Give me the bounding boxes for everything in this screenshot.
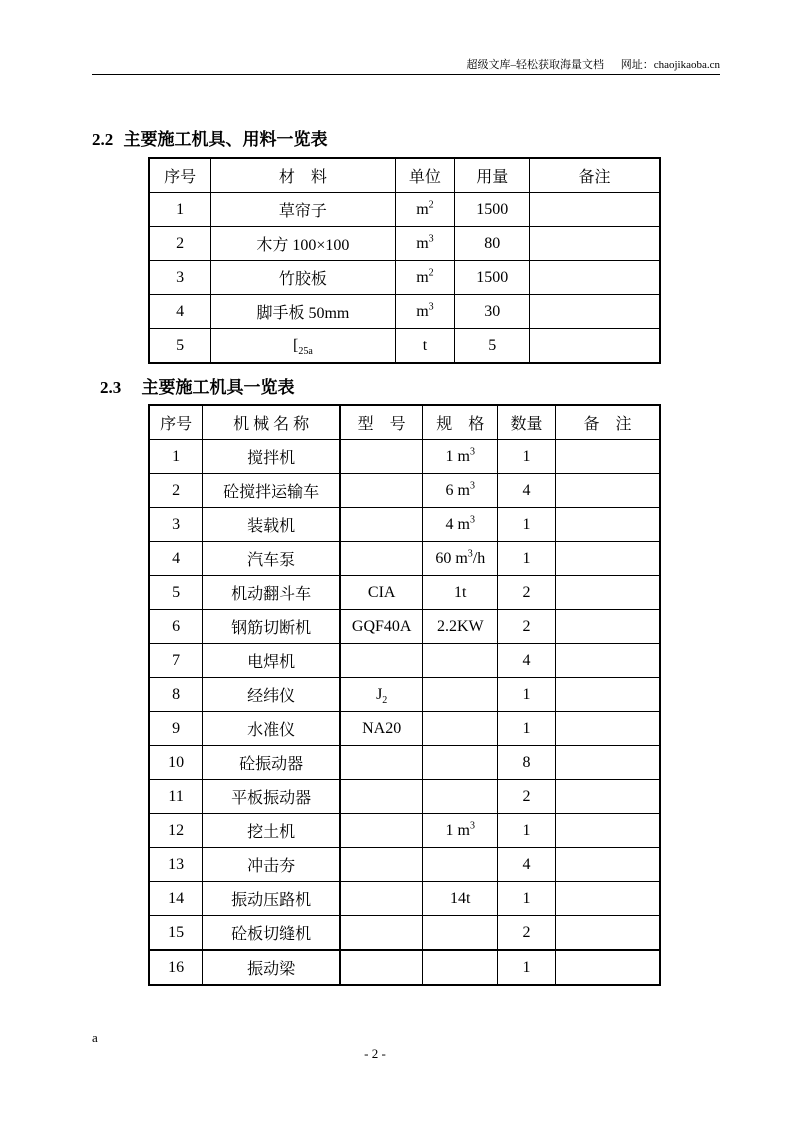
- cell-note: [530, 295, 660, 329]
- section-title: 主要施工机具、用料一览表: [123, 130, 328, 149]
- col-header: 序号: [149, 158, 211, 193]
- cell-spec: [423, 950, 498, 985]
- cell-qty: 1500: [455, 193, 530, 227]
- cell-spec: [423, 916, 498, 951]
- footer-mark: a: [92, 1030, 98, 1045]
- cell-no: 8: [149, 678, 203, 712]
- cell-name: 搅拌机: [203, 440, 340, 474]
- cell-name: 冲击夯: [203, 848, 340, 882]
- table-row: [149, 193, 660, 227]
- cell-count: 1: [498, 678, 556, 712]
- section-title: 主要施工机具一览表: [141, 378, 295, 397]
- cell-name: 砼振动器: [203, 746, 340, 780]
- cell-note: [530, 329, 660, 364]
- cell-name: 水准仪: [203, 712, 340, 746]
- cell-note: [555, 848, 660, 882]
- cell-count: 2: [498, 780, 556, 814]
- cell-model: [340, 542, 423, 576]
- machinery-table: [148, 404, 661, 986]
- unit-text: t: [422, 336, 428, 354]
- table-row: [149, 474, 660, 508]
- cell-model: [340, 746, 423, 780]
- cell-name: 装载机: [203, 508, 340, 542]
- table-row: [149, 576, 660, 610]
- cell-count: 2: [498, 916, 556, 951]
- section-number: 2.2: [92, 130, 114, 149]
- table-row: [149, 848, 660, 882]
- cell-no: 11: [149, 780, 203, 814]
- col-header: 用量: [455, 158, 530, 193]
- table-row: [149, 780, 660, 814]
- cell-no: 2: [149, 474, 203, 508]
- spec-sup: 3: [470, 480, 475, 492]
- cell-model: [340, 712, 423, 746]
- cell-qty: 30: [455, 295, 530, 329]
- table-row: [149, 610, 660, 644]
- unit-text: m: [416, 200, 429, 218]
- cell-model: [340, 440, 423, 474]
- cell-note: [555, 440, 660, 474]
- cell-material: 草帘子: [211, 193, 395, 227]
- table-row: [149, 882, 660, 916]
- cell-spec: [423, 712, 498, 746]
- cell-note: [555, 474, 660, 508]
- cell-name: 砼搅拌运输车: [203, 474, 340, 508]
- table-row: [149, 644, 660, 678]
- cell-name: 电焊机: [203, 644, 340, 678]
- cell-count: 8: [498, 746, 556, 780]
- cell-no: 5: [149, 576, 203, 610]
- unit-sup: 3: [428, 301, 434, 313]
- cell-count: 1: [498, 950, 556, 985]
- cell-unit: [395, 295, 455, 329]
- page-header: [92, 56, 720, 75]
- spec-text: 6 m: [445, 481, 470, 499]
- cell-model: [340, 610, 423, 644]
- cell-count: 1: [498, 542, 556, 576]
- cell-name: 汽车泵: [203, 542, 340, 576]
- cell-no: 4: [149, 295, 211, 329]
- cell-spec: [423, 882, 498, 916]
- cell-no: 15: [149, 916, 203, 951]
- spec-text: 60 m: [435, 549, 468, 567]
- table-row: [149, 678, 660, 712]
- cell-spec: [423, 848, 498, 882]
- cell-no: 3: [149, 508, 203, 542]
- cell-note: [555, 780, 660, 814]
- cell-count: 4: [498, 644, 556, 678]
- cell-unit: [395, 329, 455, 364]
- table-row: [149, 746, 660, 780]
- page-number: - 2 -: [364, 1046, 386, 1061]
- table-row: [149, 440, 660, 474]
- table-row: [149, 814, 660, 848]
- cell-note: [555, 576, 660, 610]
- unit-text: m: [416, 302, 429, 320]
- cell-no: 13: [149, 848, 203, 882]
- cell-no: 3: [149, 261, 211, 295]
- cell-model: [340, 814, 423, 848]
- spec-text: 1 m: [445, 821, 470, 839]
- cell-count: 1: [498, 814, 556, 848]
- cell-no: 6: [149, 610, 203, 644]
- cell-spec: [423, 814, 498, 848]
- table-row: [149, 227, 660, 261]
- table-row: [149, 329, 660, 364]
- cell-material: 竹胶板: [211, 261, 395, 295]
- cell-no: 12: [149, 814, 203, 848]
- cell-note: [555, 678, 660, 712]
- cell-count: 1: [498, 882, 556, 916]
- header-url: 网址：chaojikaoba.cn: [620, 59, 720, 71]
- spec-sup: 3: [467, 548, 473, 560]
- cell-spec: [423, 610, 498, 644]
- cell-note: [555, 746, 660, 780]
- section-number: 2.3: [100, 378, 122, 397]
- cell-unit: [395, 193, 455, 227]
- unit-text: m: [416, 268, 429, 286]
- spec-sup: 3: [470, 446, 475, 458]
- col-header: 备 注: [555, 405, 660, 440]
- cell-note: [555, 916, 660, 951]
- model-text: NA20: [362, 719, 402, 737]
- cell-name: 机动翻斗车: [203, 576, 340, 610]
- table-header-row: [149, 405, 660, 440]
- table-row: [149, 261, 660, 295]
- col-header: 材 料: [211, 158, 395, 193]
- cell-model: [340, 848, 423, 882]
- cell-count: 1: [498, 508, 556, 542]
- cell-spec: [423, 678, 498, 712]
- cell-no: 16: [149, 950, 203, 985]
- cell-count: 1: [498, 440, 556, 474]
- cell-count: 2: [498, 576, 556, 610]
- cell-no: 14: [149, 882, 203, 916]
- section-2-2-heading: [92, 125, 328, 150]
- spec-text: 1 m: [445, 447, 470, 465]
- model-text: CIA: [367, 583, 396, 601]
- cell-note: [555, 542, 660, 576]
- cell-spec: [423, 508, 498, 542]
- table-row: [149, 916, 660, 951]
- cell-spec: [423, 746, 498, 780]
- cell-note: [555, 814, 660, 848]
- cell-name: 振动压路机: [203, 882, 340, 916]
- cell-name: 钢筋切断机: [203, 610, 340, 644]
- cell-note: [530, 193, 660, 227]
- cell-count: 4: [498, 474, 556, 508]
- cell-count: 4: [498, 848, 556, 882]
- header-site-name: 超级文库–轻松获取海量文档: [466, 59, 604, 71]
- section-2-3-heading: [100, 373, 295, 398]
- cell-no: 10: [149, 746, 203, 780]
- spec-text: 4 m: [445, 515, 470, 533]
- unit-sup: 2: [428, 267, 434, 279]
- cell-qty: 5: [455, 329, 530, 364]
- cell-material: 木方 100×100: [211, 227, 395, 261]
- cell-material: 脚手板 50mm: [211, 295, 395, 329]
- col-header: 机 械 名 称: [203, 405, 340, 440]
- cell-qty: 1500: [455, 261, 530, 295]
- table-row: [149, 712, 660, 746]
- model-text: GQF40A: [351, 617, 412, 635]
- cell-note: [530, 261, 660, 295]
- table-row: [149, 508, 660, 542]
- cell-no: 2: [149, 227, 211, 261]
- cell-qty: 80: [455, 227, 530, 261]
- cell-note: [555, 950, 660, 985]
- cell-name: 振动梁: [203, 950, 340, 985]
- spec-text: 14t: [450, 889, 471, 907]
- cell-no: 1: [149, 193, 211, 227]
- cell-unit: [395, 227, 455, 261]
- cell-spec: [423, 542, 498, 576]
- cell-no: 4: [149, 542, 203, 576]
- cell-count: 1: [498, 712, 556, 746]
- cell-spec: [423, 576, 498, 610]
- spec-sup: 3: [470, 820, 475, 832]
- col-header: 序号: [149, 405, 203, 440]
- table-row: [149, 295, 660, 329]
- unit-sup: 2: [428, 199, 434, 211]
- cell-material: [211, 329, 395, 364]
- cell-spec: [423, 780, 498, 814]
- cell-model: [340, 508, 423, 542]
- cell-model: [340, 882, 423, 916]
- spec-tail: /h: [472, 549, 486, 567]
- spec-text: 2.2KW: [436, 617, 484, 635]
- cell-count: 2: [498, 610, 556, 644]
- cell-note: [555, 712, 660, 746]
- cell-model: [340, 950, 423, 985]
- table-row: [149, 950, 660, 985]
- col-header: 型 号: [340, 405, 423, 440]
- unit-text: m: [416, 234, 429, 252]
- cell-model: [340, 780, 423, 814]
- unit-sup: 3: [428, 233, 434, 245]
- cell-unit: [395, 261, 455, 295]
- cell-spec: [423, 440, 498, 474]
- cell-note: [555, 882, 660, 916]
- model-sub: 2: [382, 694, 388, 706]
- cell-model: [340, 474, 423, 508]
- materials-table: [148, 157, 661, 364]
- cell-model: [340, 916, 423, 951]
- col-header: 单位: [395, 158, 455, 193]
- cell-no: 7: [149, 644, 203, 678]
- cell-no: 1: [149, 440, 203, 474]
- col-header: 规 格: [423, 405, 498, 440]
- material-sub: 25a: [298, 345, 313, 357]
- cell-name: 平板振动器: [203, 780, 340, 814]
- cell-no: 5: [149, 329, 211, 364]
- col-header: 备注: [530, 158, 660, 193]
- cell-no: 9: [149, 712, 203, 746]
- cell-spec: [423, 644, 498, 678]
- cell-name: 经纬仪: [203, 678, 340, 712]
- model-text: J: [376, 685, 383, 703]
- cell-note: [555, 610, 660, 644]
- cell-model: [340, 678, 423, 712]
- cell-spec: [423, 474, 498, 508]
- spec-text: 1t: [454, 583, 467, 601]
- spec-sup: 3: [470, 514, 475, 526]
- cell-note: [555, 508, 660, 542]
- cell-model: [340, 576, 423, 610]
- cell-note: [530, 227, 660, 261]
- cell-note: [555, 644, 660, 678]
- table-header-row: [149, 158, 660, 193]
- cell-name: 砼板切缝机: [203, 916, 340, 951]
- channel-steel-symbol: [: [293, 336, 299, 354]
- cell-model: [340, 644, 423, 678]
- table-row: [149, 542, 660, 576]
- cell-name: 挖土机: [203, 814, 340, 848]
- col-header: 数量: [498, 405, 556, 440]
